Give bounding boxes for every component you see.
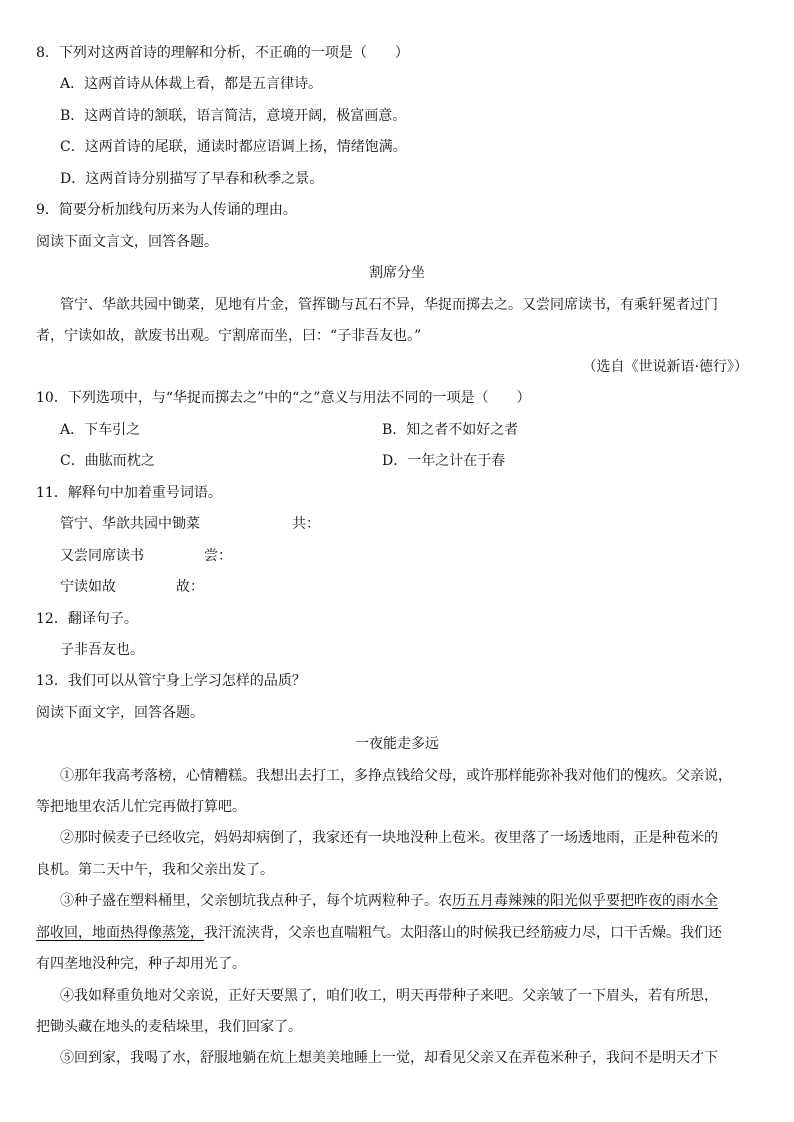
reading2-intro: 阅读下面文字，回答各题。	[36, 705, 204, 721]
reading2-title: 一夜能走多远	[355, 736, 439, 752]
q10-option-a: A．下车引之	[60, 422, 141, 438]
q11-sentence-1: 管宁、华歆共园中锄菜	[60, 516, 200, 532]
reading1-source: （选自《世说新语·德行》）	[582, 359, 748, 375]
reading1-text-line2: 者，宁读如故，歆废书出观。宁割席而坐，曰：“子非吾友也。”	[36, 328, 422, 344]
q13-stem: 13．我们可以从管宁身上学习怎样的品质？	[36, 673, 306, 689]
reading2-p3-line3: 有四垄地没种完，种子却用光了。	[36, 956, 246, 972]
q11-word-1: 共：	[292, 516, 320, 532]
q11-stem: 11．解释句中加着重号词语。	[36, 485, 222, 501]
reading2-p4-line2: 把锄头藏在地头的麦秸垛里，我们回家了。	[36, 1019, 302, 1035]
reading2-p1-line1: ①那年我高考落榜，心情糟糕。我想出去打工，多挣点钱给父母，或许那样能弥补我对他们的愧疚。父亲说，	[60, 768, 732, 784]
q11-sentence-3: 宁读如故	[60, 579, 116, 595]
q8-option-d: D．这两首诗分别描写了早春和秋季之景。	[60, 171, 324, 187]
underlined-sentence-part2: 部收回，地面热得像蒸笼，	[36, 925, 204, 941]
q8-option-a: A．这两首诗从体裁上看，都是五言律诗。	[60, 76, 323, 92]
q9-stem: 9．简要分析加线句历来为人传诵的理由。	[36, 202, 297, 218]
reading2-p3-line2	[36, 923, 722, 943]
q11-word-2: 尝：	[204, 548, 232, 564]
reading1-intro: 阅读下面文言文，回答各题。	[36, 234, 218, 250]
reading2-p1-line2: 等把地里农活儿忙完再做打算吧。	[36, 799, 246, 815]
q10-option-d: D．一年之计在于春	[382, 453, 506, 469]
reading2-p3-line2-text: 我汗流浃背，父亲也直喘粗气。太阳落山的时候我已经筋疲力尽，口干舌燥。我们还	[204, 925, 722, 941]
q10-option-b: B．知之者不如好之者	[382, 422, 519, 438]
reading2-p3-line1-text: ③种子盛在塑料桶里，父亲刨坑我点种子，每个坑两粒种子。农	[60, 893, 452, 909]
reading2-p2-line2: 良机。第二天中午，我和父亲出发了。	[36, 862, 274, 878]
q10-stem: 10．下列选项中，与“华捉而掷去之”中的“之”意义与用法不同的一项是（ ）	[36, 390, 531, 406]
q8-option-b: B．这两首诗的颔联，语言简洁，意境开阔，极富画意。	[60, 108, 407, 124]
q8-option-c: C．这两首诗的尾联，通读时都应语调上扬，情绪饱满。	[60, 139, 407, 155]
reading2-p4-line1: ④我如释重负地对父亲说，正好天要黑了，咱们收工，明天再带种子来吧。父亲皱了一下眉头，若有所思，	[60, 988, 718, 1004]
q11-sentence-2: 又尝同席读书	[60, 548, 144, 564]
q8-stem: 8．下列对这两首诗的理解和分析，不正确的一项是（ ）	[36, 45, 409, 61]
q12-stem: 12．翻译句子。	[36, 611, 138, 627]
reading2-p5-line1: ⑤回到家，我喝了水，舒服地躺在炕上想美美地睡上一觉，却看见父亲又在弄苞米种子，我问不是明天才下	[60, 1050, 718, 1066]
q12-sentence: 子非吾友也。	[60, 642, 144, 658]
reading1-title: 割席分坐	[369, 265, 425, 281]
q10-option-c: C．曲肱而枕之	[60, 453, 155, 469]
reading2-p3-line1	[60, 891, 718, 911]
reading1-text-line1: 管宁、华歆共园中锄菜，见地有片金，管挥锄与瓦石不异，华捉而掷去之。又尝同席读书，有乘轩冕者过门	[60, 297, 718, 313]
reading2-p2-line1: ②那时候麦子已经收完，妈妈却病倒了，我家还有一块地没种上苞米。夜里落了一场透地雨，正是种苞米的	[60, 830, 718, 846]
underlined-sentence-part1: 历五月毒辣辣的阳光似乎要把昨夜的雨水全	[452, 893, 718, 909]
q11-word-3: 故：	[176, 579, 204, 595]
